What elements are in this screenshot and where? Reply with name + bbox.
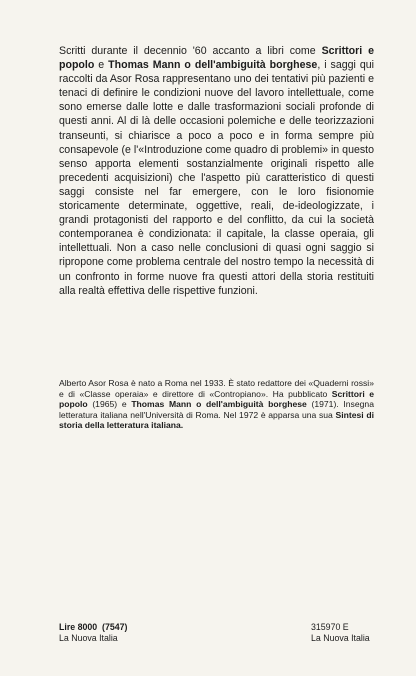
publisher-right: La Nuova Italia bbox=[311, 633, 370, 644]
blurb-text-3: , i saggi qui raccolti da Asor Rosa rappresentano uno dei tentativi più pazienti e tenaci di definire le condizioni nuove del lavoro intellettuale, come sono emerse dalle lotte e dalle trasformazioni sociali profonde di questi anni. Al di là delle occasioni polemiche e delle teorizzazioni transeunti, si chiarisce a poco a poco e in forma sempre più consapevole (e l'«Introduzione come quadro di problemi» in questo senso apporta elementi sostanzialmente originali rispetto alle precedenti acquisizioni) che l'aspetto più caratteristico di questi saggi consiste nel far emergere, con le loro fisionomie storicamente determinate, oggettive, reali, de-ideologizzate, i grandi protagonisti del rapporto e del conflitto, da cui la società contemporanea è condizionata: il capitale, la classe operaia, gli intellettuali. Non a caso nelle conclusioni di quasi ogni saggio si ripropone come problema centrale del nostro tempo la necessità di un confronto in forme nuove fra questi attori della storia restituiti alla realtà effettiva delle rispettive funzioni. bbox=[59, 59, 375, 297]
bio-title-scrittori: Scrittori e popolo bbox=[59, 388, 374, 410]
bio-title-thomas-mann: Thomas Mann o dell'ambiguità borghese bbox=[131, 399, 307, 410]
blurb-text-1: Scritti durante il decennio '60 accanto a libri come bbox=[59, 45, 322, 57]
blurb-text-2: e bbox=[94, 59, 109, 72]
blurb-title-thomas-mann: Thomas Mann o dell'ambiguità borghese bbox=[108, 59, 318, 72]
catalog-code: 315970 E bbox=[311, 622, 349, 632]
bio-title-sintesi: Sintesi di storia della letteratura italiana. bbox=[59, 409, 374, 431]
bio-text-1: Alberto Asor Rosa è nato a Roma nel 1933. È stato redattore dei «Quaderni rossi» e di «Classe operaia» e direttore di «Contropiano». Ha pubblicato bbox=[59, 378, 374, 399]
bio-text-3: (1971). Insegna letteratura italiana nell'Università di Roma. Nel 1972 è apparsa una sua bbox=[59, 399, 374, 420]
footer-right bbox=[311, 622, 370, 644]
bio-text-2: (1965) e bbox=[87, 399, 132, 410]
blurb-paragraph bbox=[59, 44, 374, 298]
footer-left bbox=[59, 622, 127, 644]
author-bio bbox=[59, 378, 374, 431]
publisher-left: La Nuova Italia bbox=[59, 633, 118, 644]
blurb-title-scrittori: Scrittori e popolo bbox=[59, 45, 374, 72]
price-label: Lire 8000 (7547) bbox=[59, 622, 128, 632]
